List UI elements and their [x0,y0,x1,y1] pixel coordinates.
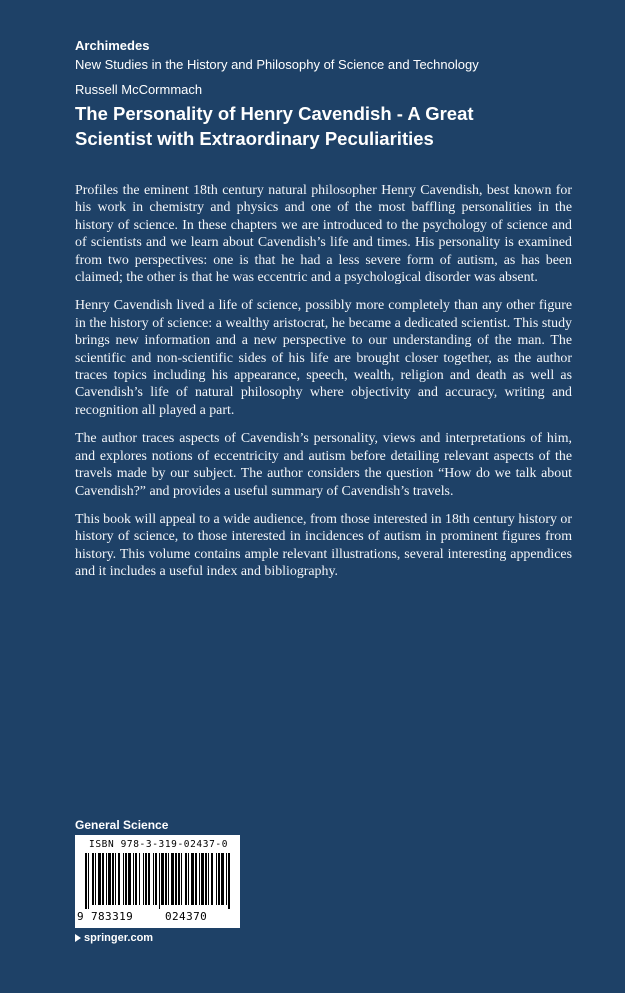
blurb-paragraph-1: Profiles the eminent 18th century natural philosopher Henry Cavendish, best known for his work in chemistry and physics and one of the most baffling personalities in the history of science. In these chapters we are introduced to the psychology of science and of scientists and we learn about Cavendish’s life and times. His personality is examined from two perspectives: one is that he had a less severe form of autism, as has been claimed; the other is that he was eccentric and a psychological disorder was absent. [75,183,572,286]
barcode-bar [135,853,137,905]
category-label: General Science [75,818,169,832]
barcode-bar [205,853,207,905]
barcode-bar [123,853,124,905]
barcode-bar [125,853,127,905]
publisher-link[interactable] [75,932,153,944]
barcode-digits [77,910,238,923]
barcode-bar [165,853,167,905]
barcode-bar [118,853,120,905]
blurb [75,182,572,592]
barcode-bar [226,853,227,905]
isbn-text: ISBN 978-3-319-02437-0 [89,839,229,850]
barcode-bar [139,853,140,905]
barcode-bar [201,853,204,905]
barcode-bar [221,853,224,905]
blurb-paragraph-2: Henry Cavendish lived a life of science, possibly more completely than any other figure in the history of science: a wealthy aristocrat, he became a dedicated scientist. This study brings new information and a new perspective to our understanding of the man. The scientific and non-scientific sides of his life are brought closer together, as the author traces topics including his appearance, speech, wealth, religion and death as well as Cavendish’s life of natural philosophy where objectivity and accuracy, writing and recognition all played a part. [75,298,572,418]
barcode-bar [159,853,160,909]
series-block [75,36,479,74]
barcode-bar [216,853,217,905]
barcode-bar [108,853,111,905]
barcode-bar [188,853,189,905]
barcode-bar [153,853,154,905]
barcode-bar [161,853,164,905]
barcode-bar [178,853,180,905]
barcode-digits-left: 783319 [91,910,134,923]
barcode-bar [115,853,116,905]
barcode-bar [85,853,87,909]
barcode-bar [88,853,89,909]
arrow-right-icon [75,934,81,942]
barcode-bar [228,853,230,909]
barcode-bar [181,853,182,905]
barcode-digits-right: 024370 [165,910,208,923]
blurb-paragraph-4: This book will appeal to a wide audience, from those interested in 18th century history or history of science, to those interested in incidences of autism in prominent figures from history. This volume contains ample relevant illustrations, several interesting appendices and it includes a useful index and bibliography. [75,511,572,580]
barcode-bar [168,853,169,905]
barcode-bar [208,853,209,905]
blurb-paragraph-3: The author traces aspects of Cavendish’s personality, views and interpretations of him, and explores notions of eccentricity and autism before detailing relevant aspects of the travels made by our subject. The author considers the question “How do we talk about Cavendish?” and provides a useful summary of Cavendish’s travels. [75,431,572,499]
barcode-bar [171,853,174,905]
publisher-url: springer.com [84,932,154,944]
barcode-bar [148,853,150,905]
isbn-barcode [75,835,240,928]
barcode-bar [155,853,157,905]
barcode-bars [85,853,231,909]
barcode-bar [95,853,96,905]
series-name: Archimedes [75,38,150,53]
barcode-bar [98,853,101,905]
barcode-bar [143,853,144,905]
author-name: Russell McCormmach [75,82,203,97]
barcode-bar [199,853,200,905]
barcode-digit-first: 9 [77,910,85,923]
barcode-bar [128,853,131,905]
book-title: The Personality of Henry Cavendish - A Great Scientist with Extraordinary Peculiarities [75,103,474,149]
barcode-bar [106,853,107,905]
barcode-bar [191,853,194,905]
series-subtitle: New Studies in the History and Philosophy of Science and Technology [75,57,479,72]
barcode-bar [133,853,134,905]
barcode-bar [112,853,114,905]
barcode-bar [211,853,213,905]
barcode-bar [145,853,147,905]
barcode-bar [218,853,220,905]
barcode-bar [175,853,177,905]
barcode-bar [102,853,104,905]
barcode-bar [185,853,187,905]
barcode-bar [92,853,94,905]
barcode-bar [195,853,197,905]
